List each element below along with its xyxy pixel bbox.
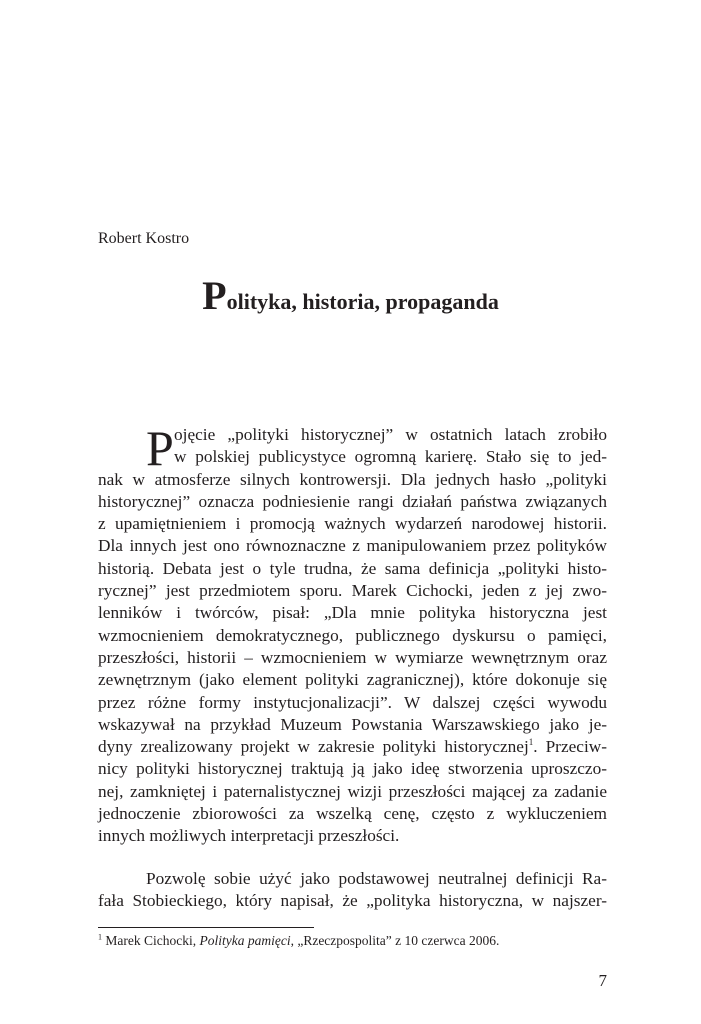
text-line: Dla innych jest ono równoznaczne z manipulowaniem przez polityków: [98, 536, 607, 556]
text-line: nak w atmosferze silnych kontrowersji. Dla jednych hasło „polityki: [98, 469, 607, 489]
text-line: wzmocnieniem demokratycznego, publicznego dyskursu o pamięci,: [98, 625, 607, 645]
footnote: [98, 932, 499, 950]
text-line: przeszłości, historii – wzmocnieniem w wymiarze wewnętrznym oraz: [98, 647, 607, 667]
article-title: [0, 273, 701, 322]
text-line: historią. Debata jest o tyle trudna, że sama definicja „polityki histo-: [98, 558, 607, 578]
author-name: Robert Kostro: [98, 230, 190, 247]
text-line: jednoczenie zbiorowości za wszelką cenę, często z wykluczeniem: [98, 804, 607, 824]
text-line: nicy polityki historycznej traktują ją jako ideę stworzenia uproszczo-: [98, 759, 607, 779]
text-line: nej, zamkniętej i paternalistycznej wizji przeszłości mającej za zadanie: [98, 781, 607, 801]
text-line: wskazywał na przykład Muzeum Powstania Warszawskiego jako je-: [98, 714, 607, 734]
paragraph-1: [98, 420, 607, 848]
text-line: w polskiej publicystyce ogromną karierę. Stało się to jed-: [174, 447, 607, 467]
title-rest: olityka, historia, propaganda: [226, 289, 499, 314]
footnote-separator: [98, 927, 314, 928]
footnote-marker: 1: [98, 932, 102, 942]
page-number: 7: [598, 971, 607, 990]
text-line: [98, 736, 607, 758]
text-line: lenników i twórców, pisał: „Dla mnie polityka historyczna jest: [98, 603, 607, 623]
text-line: rycznej” jest przedmiotem sporu. Marek Cichocki, jeden z jej zwo-: [98, 581, 607, 601]
text-line: Pozwolę sobie użyć jako podstawowej neutralnej definicji Ra-: [146, 868, 607, 888]
text-line: historycznej” oznacza podniesienie rangi działań państwa związanych: [98, 491, 607, 511]
text-line: przez różne formy instytucjonalizacji”. W dalszej części wywodu: [98, 692, 607, 712]
text-line: zewnętrznym (jako element polityki zagranicznej), które dokonuje się: [98, 670, 607, 690]
footnote-text: , „Rzeczpospolita” z 10 czerwca 2006.: [290, 933, 500, 948]
text-segment: dyny zrealizowany projekt w zakresie polityki historycznej: [98, 737, 529, 757]
title-initial: P: [202, 273, 227, 318]
drop-cap: P: [146, 420, 174, 476]
paragraph-2: [98, 868, 607, 913]
footnote-ref[interactable]: 1: [528, 737, 534, 748]
body-text: [98, 420, 607, 912]
footnote-text: Marek Cichocki,: [102, 933, 200, 948]
text-line: ojęcie „polityki historycznej” w ostatnich latach zrobiło: [174, 425, 607, 444]
text-segment: . Przeciw-: [533, 737, 607, 757]
text-line: z upamiętnieniem i promocją ważnych wydarzeń narodowej historii.: [98, 514, 607, 534]
footnote-italic-title: Polityka pamięci: [199, 933, 291, 948]
text-line: fała Stobieckiego, który napisał, że „polityka historyczna, w najszer-: [98, 890, 607, 910]
text-line: innych możliwych interpretacji przeszłości.: [98, 826, 400, 846]
